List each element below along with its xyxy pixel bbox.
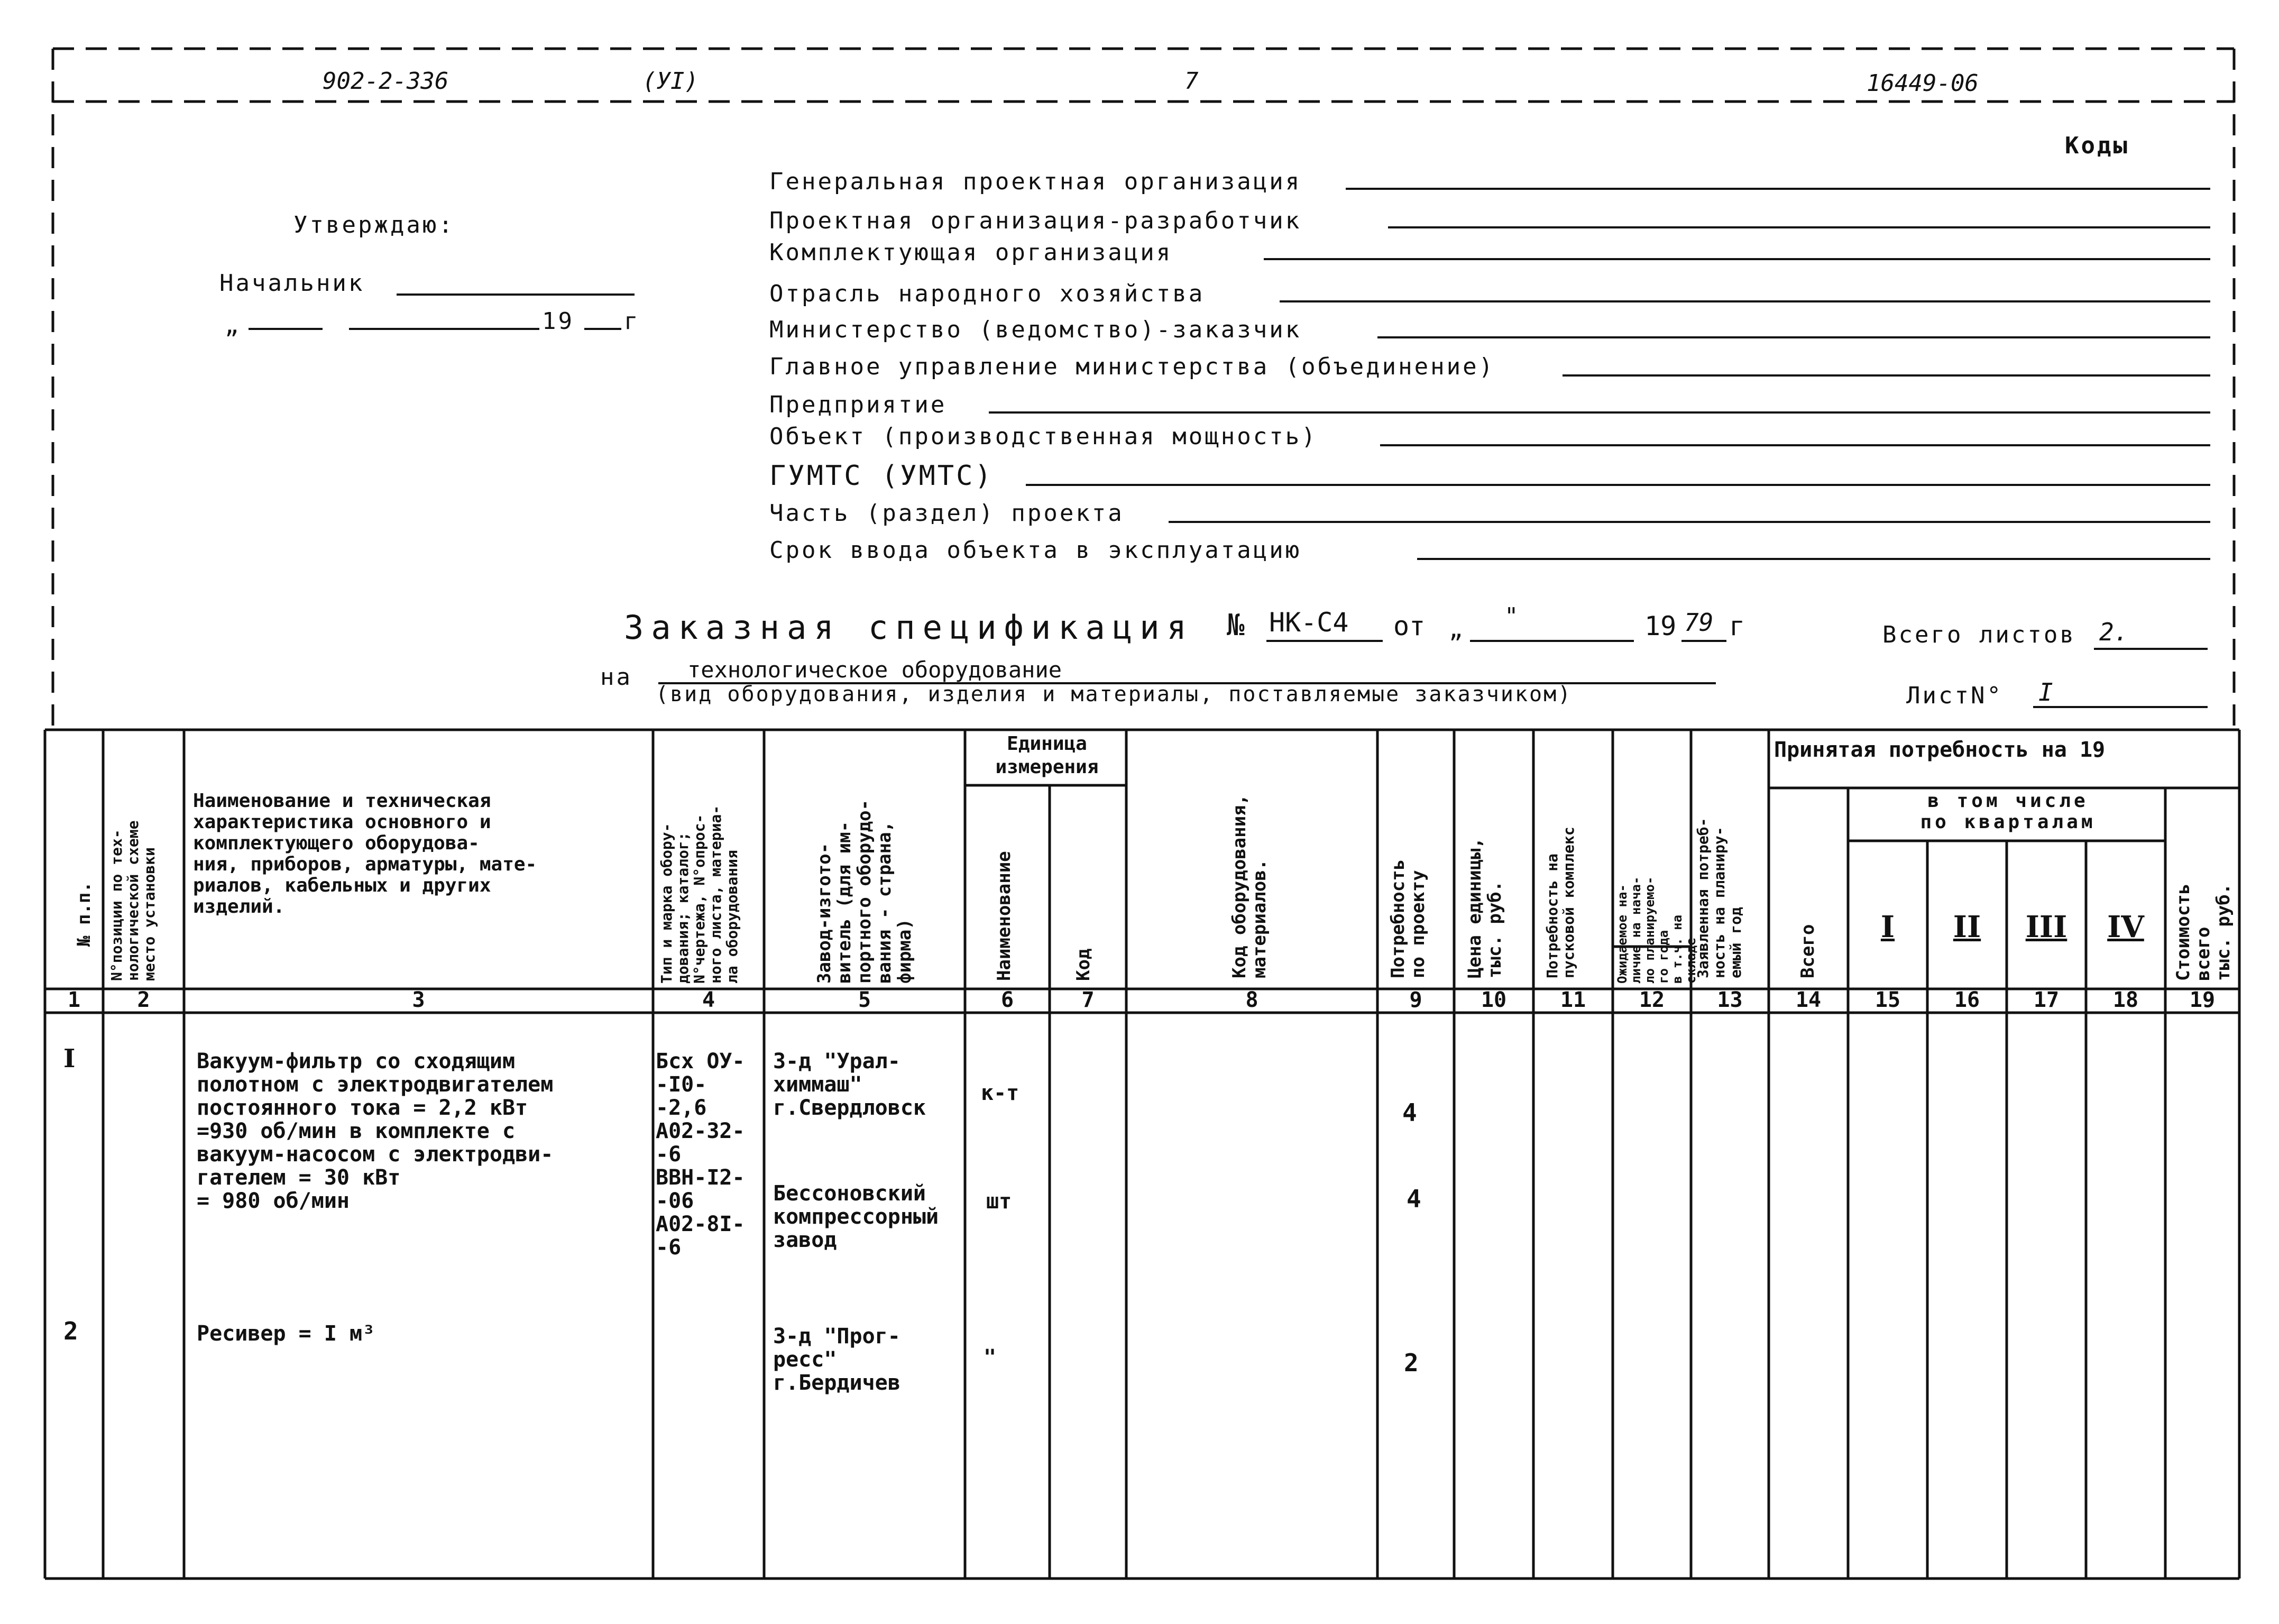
date-month-line (349, 328, 539, 330)
row-maker: З-д "Прог- ресс" г.Бердичев (773, 1324, 900, 1395)
col-number: 1 (67, 988, 81, 1012)
org-field-completing-line (1264, 258, 2210, 260)
header-q4: IV (2107, 910, 2144, 944)
col-number: 19 (2189, 988, 2216, 1012)
total-sheets-line (2094, 648, 2208, 650)
date-year-suffix: г (624, 308, 640, 335)
header-need: Потребность по проекту (1387, 859, 1429, 978)
chief-signature-line (397, 293, 635, 296)
org-field-project-part-line (1169, 521, 2210, 523)
org-field-branch: Отрасль народного хозяйства (769, 280, 1205, 307)
date-day-line (249, 328, 323, 330)
chief-label: Начальник (219, 270, 365, 297)
org-field-ministry: Министерство (ведомство)-заказчик (769, 316, 1302, 343)
org-field-enterprise-line (989, 411, 2210, 414)
row-number: 2 (63, 1317, 78, 1345)
row-number: I (63, 1044, 76, 1074)
header-unit: Единица измерения (995, 733, 1099, 778)
spec-date-quote-open: „ (1449, 616, 1463, 643)
header-total: Всего (1797, 924, 1818, 978)
col-number: 6 (1000, 988, 1014, 1012)
col-number: 5 (858, 988, 871, 1012)
date-year-line (584, 328, 621, 330)
spec-from-label: от (1393, 611, 1426, 641)
header-cost: Стоимость всего тыс. руб. (2173, 883, 2234, 981)
org-field-gumts: ГУМТС (УМТС) (769, 460, 994, 492)
org-field-commissioning: Срок ввода объекта в эксплуатацию (769, 537, 1302, 564)
col-number: 11 (1560, 988, 1586, 1012)
col-number: 4 (702, 988, 715, 1012)
total-sheets-label: Всего листов (1882, 621, 2076, 648)
header-q2: II (1953, 910, 1981, 944)
spec-title: Заказная спецификация (624, 608, 1194, 647)
row-maker: Бессоновский компрессорный завод (773, 1181, 939, 1252)
album-number: 16449-06 (1867, 70, 1979, 97)
spec-year: 79 (1684, 608, 1714, 637)
org-field-developer-line (1388, 226, 2210, 228)
header-accepted: Принятая потребность на 19 (1774, 738, 2106, 762)
col-number: 7 (1081, 988, 1095, 1012)
sheet-label: ЛистN° (1906, 682, 2003, 709)
org-field-gumts-line (1026, 484, 2210, 486)
col-number: 16 (1954, 988, 1980, 1012)
header-type: Тип и марка обору- дования; каталог; N°чертежа, N°опрос- ного листа, материа- ла оборудования (658, 805, 741, 984)
header-position: N°позиции по тех- нологической схеме место установки (108, 820, 158, 981)
row-quantity: 4 (1402, 1098, 1417, 1127)
org-field-completing: Комплектующая организация (769, 239, 1173, 266)
col-number: 10 (1481, 988, 1507, 1012)
spec-on-label: на (600, 664, 632, 691)
col-number: 18 (2112, 988, 2139, 1012)
row-name: Вакуум-фильтр со сходящим полотном с электродвигателем постоянного тока = 2,2 кВт =930 об/мин в комплекте с вакуум-насосом с электродви- гателем = 30 кВт = 980 об/мин (197, 1049, 554, 1213)
org-field-general-line (1346, 188, 2210, 190)
org-field-project-part: Часть (раздел) проекта (769, 500, 1124, 527)
org-field-main-department: Главное управление министерства (объединение) (769, 353, 1495, 380)
row-quantity: 2 (1404, 1348, 1419, 1377)
col-number: 17 (2033, 988, 2060, 1012)
org-field-commissioning-line (1417, 558, 2210, 560)
volume-number: (УI) (642, 68, 699, 95)
header-q3: III (2025, 910, 2067, 944)
org-field-main-department-line (1563, 374, 2210, 377)
spec-number: НК-С4 (1269, 607, 1349, 638)
header-launch: Потребность на пусковой комплекс (1543, 827, 1577, 978)
sheet-line (2033, 706, 2208, 708)
org-field-enterprise: Предприятие (769, 391, 947, 418)
spec-date-quote-close: " (1504, 603, 1519, 630)
col-number: 3 (412, 988, 425, 1012)
header-price: Цена единицы, тыс. руб. (1464, 837, 1505, 978)
spec-year-suffix: г (1729, 611, 1745, 641)
col-number: 2 (137, 988, 150, 1012)
col-number: 13 (1717, 988, 1743, 1012)
header-num: № п.п. (73, 882, 95, 947)
org-field-branch-line (1280, 300, 2210, 302)
header-equipment-code: Код оборудования, материалов. (1229, 794, 1270, 978)
codes-label: Коды (2065, 132, 2129, 159)
row-maker: З-д "Урал- химмаш" г.Свердловск (773, 1049, 926, 1120)
date-open-quote: „ (225, 312, 241, 339)
org-field-object: Объект (производственная мощность) (769, 423, 1318, 450)
org-field-object-line (1380, 444, 2210, 446)
sheet-value: I (2038, 678, 2053, 707)
header-maker: Завод-изгото- витель (для им- портного оборудо- вания - страна, фирма) (814, 800, 915, 984)
page-number: 7 (1184, 68, 1199, 95)
spec-date-line (1470, 640, 1634, 642)
spec-year-prefix: 19 (1644, 611, 1677, 641)
doc-code: 902-2-336 (323, 68, 449, 95)
header-quarters: в том числе по кварталам (1920, 790, 2096, 833)
header-name: Наименование и техническая характеристика основного и комплектующего оборудова- ния, приборов, арматуры, мате- риалов, кабельных и других изделий. (193, 790, 537, 917)
row-name: Ресивер = I м³ (197, 1322, 375, 1346)
col-number: 12 (1639, 988, 1665, 1012)
total-sheets-value: 2. (2099, 618, 2129, 646)
row-unit: " (984, 1345, 997, 1370)
header-expected: Ожидаемое на- личие на нача- ло планируемо- го года в т.ч. на складе (1615, 876, 1698, 984)
spec-subject-caption: (вид оборудования, изделия и материалы, поставляемые заказчиком) (656, 682, 1573, 707)
org-field-ministry-line (1377, 336, 2210, 338)
header-unit-name: Наименование (994, 851, 1015, 981)
header-q1: I (1880, 910, 1895, 944)
col-number: 14 (1795, 988, 1822, 1012)
row-type: Бсх ОУ- -I0- -2,6 А02-32- -6 ВВН-I2- -06 А02-8I- -6 (656, 1049, 745, 1260)
col-number: 15 (1874, 988, 1901, 1012)
spec-subject: технологическое оборудование (687, 657, 1062, 683)
col-number: 8 (1245, 988, 1258, 1012)
header-unit-code: Код (1073, 948, 1094, 981)
spec-number-line (1266, 640, 1383, 642)
approval-title: Утверждаю: (293, 212, 455, 238)
row-unit: шт (986, 1189, 1012, 1214)
spec-number-label: № (1227, 608, 1245, 643)
header-declared: Заявленная потреб- ность на планиру- емый год (1694, 818, 1744, 978)
date-year-prefix: 19 (542, 308, 574, 335)
row-unit: к-т (981, 1081, 1019, 1105)
row-quantity: 4 (1407, 1185, 1421, 1213)
spec-year-line (1681, 640, 1726, 642)
org-field-general: Генеральная проектная организация (769, 168, 1302, 195)
org-field-developer: Проектная организация-разработчик (769, 207, 1302, 234)
col-number: 9 (1409, 988, 1422, 1012)
